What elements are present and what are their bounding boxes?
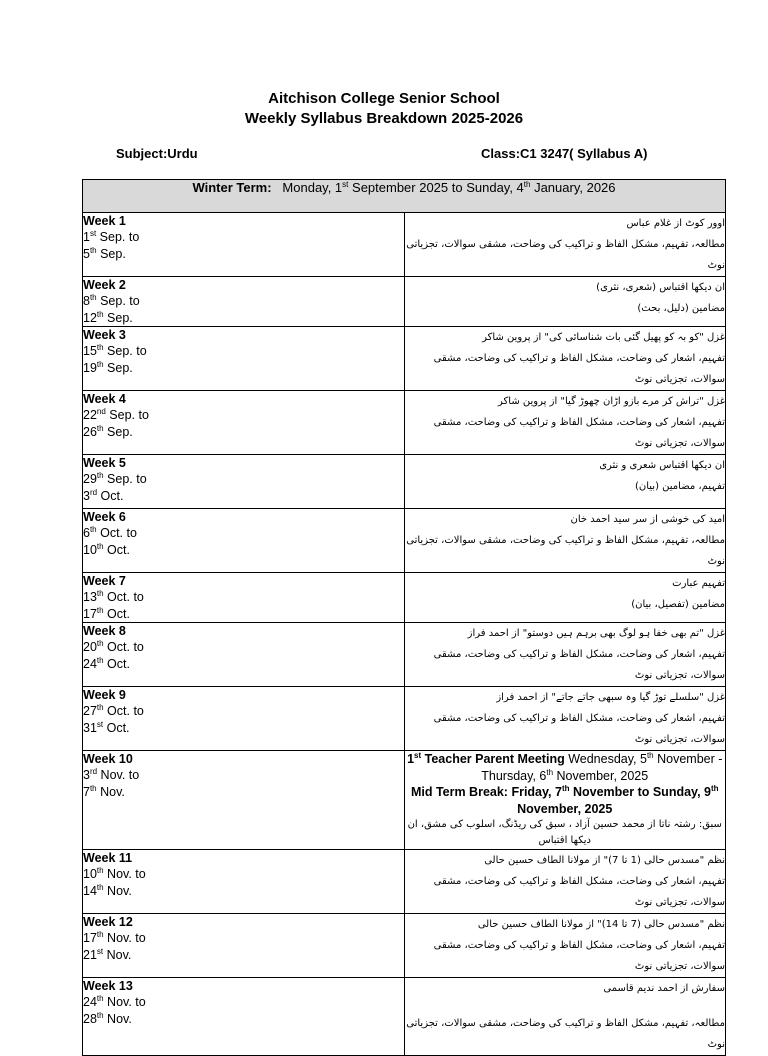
class-label: Class:C1 3247( Syllabus A) <box>481 146 648 161</box>
syllabus-body <box>83 180 726 1056</box>
month-to: Nov. to <box>97 768 140 783</box>
week-start <box>83 994 404 1010</box>
subject-label: Subject:Urdu <box>116 146 198 161</box>
day: 3 <box>83 488 90 503</box>
week-cell <box>83 327 405 391</box>
week-start <box>83 639 404 655</box>
month: Nov. <box>103 947 132 962</box>
day: 8 <box>83 294 90 309</box>
week-name: Week 1 <box>83 214 126 228</box>
day-suffix: th <box>96 589 104 599</box>
lesson-activities: تفہیم، اشعار کی وضاحت، مشکل الفاظ و تراکیب کی وضاحت، مشقی سوالات، تجزیاتی نوٹ <box>433 353 725 385</box>
ptm-suffix: st <box>414 751 422 760</box>
ptm-number: 1 <box>407 752 415 766</box>
month-to: Oct. to <box>103 590 144 605</box>
midterm-label: Mid Term Break: <box>410 785 508 799</box>
midterm-date: Friday, 7 <box>507 785 562 799</box>
day: 22 <box>83 408 97 423</box>
day-suffix: th <box>96 471 104 481</box>
day-suffix: th <box>96 343 104 353</box>
lesson-title: نظم "مسدس حالی (1 تا 7)" از مولانا الطاف حسین حالی <box>484 855 725 866</box>
day-suffix: th <box>96 703 104 713</box>
week-end <box>83 784 404 800</box>
week-start <box>83 471 404 487</box>
week-cell <box>83 687 405 751</box>
week-content <box>404 509 726 573</box>
day-suffix: th <box>96 866 104 876</box>
month-to: Sep. to <box>96 230 140 245</box>
day: 17 <box>83 931 97 946</box>
week-end <box>83 542 404 558</box>
day: 10 <box>83 542 97 557</box>
week-name: Week 12 <box>83 915 133 929</box>
month: Nov. <box>103 1011 132 1026</box>
day: 5 <box>83 246 90 261</box>
day-suffix: st <box>96 719 104 729</box>
term-range <box>275 180 615 195</box>
day: 24 <box>83 995 97 1010</box>
week-row <box>83 687 726 751</box>
day: 12 <box>83 310 97 325</box>
week-end <box>83 360 404 376</box>
week-cell <box>83 213 405 277</box>
month: Oct. <box>103 542 130 557</box>
week-row <box>83 277 726 327</box>
lesson-activities: مطالعہ، تفہیم، مشکل الفاظ و تراکیب کی وضاحت، مشقی سوالات، تجزیاتی نوٹ <box>406 535 725 567</box>
lesson-activities: تفہیم، مضامین (بیان) <box>634 481 725 492</box>
ptm-date-suffix: th <box>646 751 654 760</box>
week-content <box>404 327 726 391</box>
day: 6 <box>83 526 90 541</box>
week-start <box>83 589 404 605</box>
lesson-title: تفہیم عبارت <box>672 578 725 589</box>
term-range-start: Monday, 1 <box>282 180 343 195</box>
day-suffix: th <box>96 882 104 892</box>
week-row <box>83 850 726 914</box>
week-name: Week 9 <box>83 688 126 702</box>
month: Oct. <box>103 606 130 621</box>
day-suffix: nd <box>96 407 106 417</box>
term-range-sup: st <box>342 180 349 189</box>
month-to: Oct. to <box>103 704 144 719</box>
week-cell <box>83 751 405 850</box>
week-start <box>83 229 404 245</box>
week-name: Week 6 <box>83 510 126 524</box>
ptm-date: Wednesday, 5 <box>564 752 647 766</box>
day-suffix: th <box>89 525 97 535</box>
midterm-date: November to Sunday, 9 <box>569 785 711 799</box>
week-start <box>83 407 404 423</box>
week-name: Week 13 <box>83 979 133 993</box>
day-suffix: th <box>96 930 104 940</box>
lesson-title: ان دیکھا اقتباس شعری و نثری <box>599 460 725 471</box>
lesson-note: سبق: رشتہ ناتا از محمد حسین آزاد ، سبق کی ریڈنگ، اسلوب کی مشق، ان دیکھا اقتباس <box>407 819 722 846</box>
week-start <box>83 930 404 946</box>
month-to: Sep. to <box>103 472 147 487</box>
week-end <box>83 310 404 326</box>
week-cell <box>83 573 405 623</box>
ptm-date: November, 2025 <box>553 768 649 783</box>
week-end <box>83 720 404 736</box>
midterm-line <box>405 784 726 817</box>
week-content <box>404 213 726 277</box>
day: 14 <box>83 883 97 898</box>
term-range-end: January, 2026 <box>530 180 616 195</box>
lesson-title: امید کی خوشی از سر سید احمد خان <box>570 514 725 525</box>
day: 3 <box>83 768 90 783</box>
day-suffix: st <box>96 946 104 956</box>
day: 26 <box>83 424 97 439</box>
month-to: Oct. to <box>96 526 137 541</box>
week-start <box>83 703 404 719</box>
lesson-title: ان دیکھا اقتباس (شعری، نثری) <box>596 282 725 293</box>
ptm-label: Teacher Parent Meeting <box>421 752 565 766</box>
month: Nov. <box>103 883 132 898</box>
day-suffix: th <box>96 639 104 649</box>
week-cell <box>83 850 405 914</box>
day-suffix: th <box>96 994 104 1004</box>
week-name: Week 10 <box>83 752 133 766</box>
day-suffix: th <box>96 655 104 665</box>
day: 29 <box>83 472 97 487</box>
day: 7 <box>83 784 90 799</box>
month-to: Sep. to <box>96 294 140 309</box>
day-suffix: th <box>89 245 97 255</box>
lesson-activities: تفہیم، اشعار کی وضاحت، مشکل الفاظ و تراکیب کی وضاحت، مشقی سوالات، تجزیاتی نوٹ <box>433 876 725 908</box>
month: Oct. <box>103 656 130 671</box>
midterm-date: November, 2025 <box>517 801 613 816</box>
week-row <box>83 914 726 978</box>
month: Sep. <box>103 424 133 439</box>
week-end <box>83 424 404 440</box>
week-row <box>83 509 726 573</box>
month-to: Sep. to <box>103 344 147 359</box>
month: Sep. <box>96 246 126 261</box>
month: Oct. <box>97 488 124 503</box>
lesson-activities: مطالعہ، تفہیم، مشکل الفاظ و تراکیب کی وضاحت، مشقی سوالات، تجزیاتی نوٹ <box>406 1018 725 1050</box>
month-to: Sep. to <box>105 408 149 423</box>
week-end <box>83 246 404 262</box>
week-content <box>404 850 726 914</box>
week-row <box>83 623 726 687</box>
term-range-mid: September 2025 to Sunday, 4 <box>348 180 524 195</box>
day-suffix: th <box>89 293 97 303</box>
day: 15 <box>83 344 97 359</box>
week-content <box>404 914 726 978</box>
month-to: Nov. to <box>103 931 146 946</box>
week-content <box>404 623 726 687</box>
week-cell <box>83 509 405 573</box>
lesson-title: غزل "سلسلے توڑ گیا وہ سبھی جاتے جاتے" از احمد فراز <box>496 692 725 703</box>
week-name: Week 8 <box>83 624 126 638</box>
ptm-line <box>405 751 726 784</box>
week-content <box>404 455 726 509</box>
month: Sep. <box>103 310 133 325</box>
day-suffix: th <box>96 605 104 615</box>
lesson-title: اوور کوٹ از غلام عباس <box>626 218 725 229</box>
lesson-activities: تفہیم، اشعار کی وضاحت، مشکل الفاظ و تراکیب کی وضاحت، مشقی سوالات، تجزیاتی نوٹ <box>433 940 725 972</box>
week-content <box>404 391 726 455</box>
day: 13 <box>83 590 97 605</box>
midterm-urdu <box>405 817 726 849</box>
day: 20 <box>83 640 97 655</box>
syllabus-table <box>82 179 726 1056</box>
day: 24 <box>83 656 97 671</box>
day: 31 <box>83 720 97 735</box>
lesson-title: غزل "کو بہ کو پھیل گئی بات شناسائی کی" از پروین شاکر <box>482 332 725 343</box>
lesson-activities: تفہیم، اشعار کی وضاحت، مشکل الفاظ و تراکیب کی وضاحت، مشقی سوالات، تجزیاتی نوٹ <box>433 649 725 681</box>
week-name: Week 4 <box>83 392 126 406</box>
week-end <box>83 656 404 672</box>
week-row <box>83 327 726 391</box>
week-end <box>83 947 404 963</box>
week-row <box>83 751 726 850</box>
week-content <box>404 573 726 623</box>
day: 28 <box>83 1011 97 1026</box>
month-to: Oct. to <box>103 640 144 655</box>
day-suffix: th <box>96 1010 104 1020</box>
document-title: Weekly Syllabus Breakdown 2025-2026 <box>244 110 524 127</box>
week-end <box>83 883 404 899</box>
week-end <box>83 488 404 504</box>
lesson-activities: مضامین (دلیل، بحث) <box>637 303 725 314</box>
week-content <box>404 277 726 327</box>
day-suffix: rd <box>89 767 98 777</box>
day: 21 <box>83 947 97 962</box>
day-suffix: th <box>96 309 104 319</box>
week-name: Week 3 <box>83 328 126 342</box>
week-end <box>83 606 404 622</box>
lesson-activities: مطالعہ، تفہیم، مشکل الفاظ و تراکیب کی وضاحت، مشقی سوالات، تجزیاتی نوٹ <box>406 239 725 271</box>
day-suffix: th <box>89 783 97 793</box>
week-row <box>83 455 726 509</box>
day: 1 <box>83 230 90 245</box>
week-content <box>404 978 726 1056</box>
lesson-activities: تفہیم، اشعار کی وضاحت، مشکل الفاظ و تراکیب کی وضاحت، مشقی سوالات، تجزیاتی نوٹ <box>433 713 725 745</box>
lesson-title: سفارش از احمد ندیم قاسمی <box>603 983 725 994</box>
day: 10 <box>83 867 97 882</box>
school-name: Aitchison College Senior School <box>268 90 500 107</box>
week-cell <box>83 277 405 327</box>
ptm-date: November - Thursday, 6 <box>481 752 723 783</box>
month-to: Nov. to <box>103 995 146 1010</box>
lesson-activities: مضامین (تفصیل، بیان) <box>631 599 725 610</box>
midterm-date-suffix: th <box>710 784 719 793</box>
week-start <box>83 293 404 309</box>
day: 17 <box>83 606 97 621</box>
week-cell <box>83 978 405 1056</box>
term-label: Winter Term: <box>192 180 272 195</box>
month: Nov. <box>96 784 125 799</box>
lesson-title: نظم "مسدس حالی (7 تا 14)" از مولانا الطاف حسین حالی <box>477 919 725 930</box>
week-row <box>83 391 726 455</box>
week-start <box>83 767 404 783</box>
day-suffix: rd <box>89 487 98 497</box>
ptm-date-suffix: th <box>546 767 554 777</box>
week-row <box>83 573 726 623</box>
week-content <box>404 687 726 751</box>
week-end <box>83 1011 404 1027</box>
lesson-title: غزل "تم بھی خفا ہو لوگ بھی برہم ہیں دوستو" از احمد فراز <box>467 628 725 639</box>
week-start <box>83 343 404 359</box>
week-name: Week 7 <box>83 574 126 588</box>
day-suffix: th <box>96 359 104 369</box>
week-row <box>83 978 726 1056</box>
week-cell <box>83 623 405 687</box>
term-header-row <box>83 180 726 213</box>
term-range-sup: th <box>523 180 531 189</box>
month: Oct. <box>103 720 130 735</box>
lesson-activities: تفہیم، اشعار کی وضاحت، مشکل الفاظ و تراکیب کی وضاحت، مشقی سوالات، تجزیاتی نوٹ <box>433 417 725 449</box>
week-cell <box>83 914 405 978</box>
midterm-date-suffix: th <box>561 784 570 793</box>
week-name: Week 11 <box>83 851 133 865</box>
week-row <box>83 213 726 277</box>
week-content <box>404 751 726 850</box>
term-header <box>83 180 726 213</box>
day: 19 <box>83 360 97 375</box>
lesson-title: غزل "تراش کر مرے بازو اڑان چھوڑ گیا" از پروین شاکر <box>498 396 725 407</box>
day: 27 <box>83 704 97 719</box>
month: Sep. <box>103 360 133 375</box>
week-start <box>83 525 404 541</box>
day-suffix: st <box>89 229 97 239</box>
week-cell <box>83 455 405 509</box>
day-suffix: th <box>96 423 104 433</box>
month-to: Nov. to <box>103 867 146 882</box>
day-suffix: th <box>96 541 104 551</box>
week-name: Week 2 <box>83 278 126 292</box>
week-name: Week 5 <box>83 456 126 470</box>
week-start <box>83 866 404 882</box>
week-cell <box>83 391 405 455</box>
